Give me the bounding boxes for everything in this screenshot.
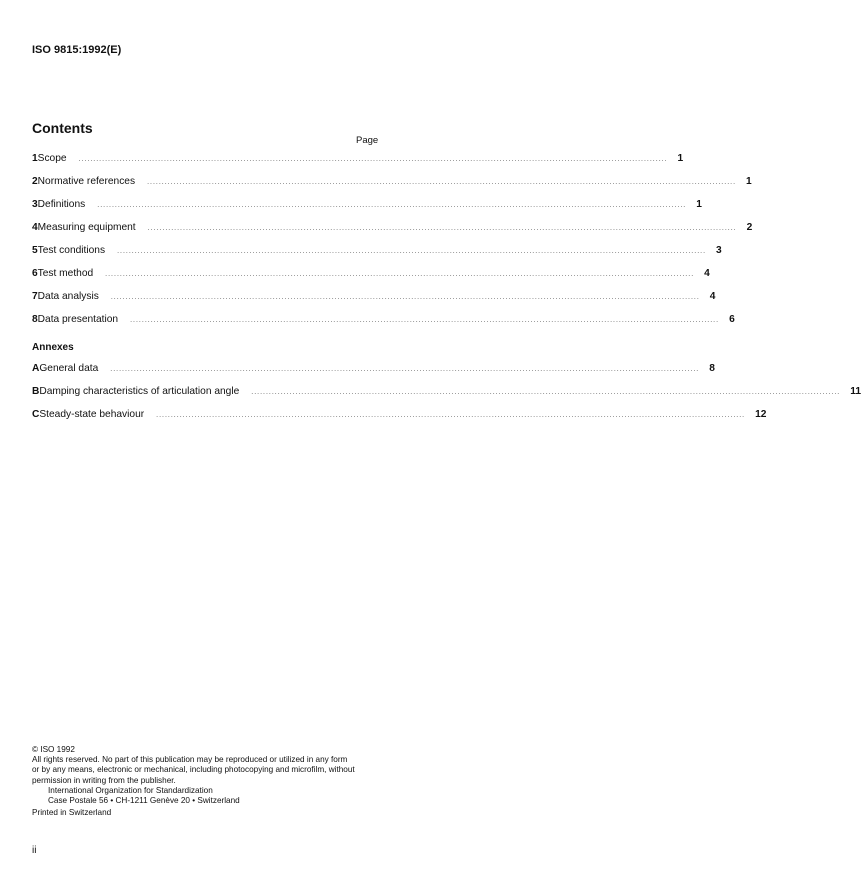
toc-entry-page: 4 <box>709 291 716 302</box>
toc-entry-page: 1 <box>677 153 684 164</box>
toc-entry-label: Scope <box>37 153 67 164</box>
toc-entry-test-method[interactable] <box>32 268 710 291</box>
toc-entry-page: 12 <box>755 409 767 420</box>
toc-entry-label: Data presentation <box>37 314 119 325</box>
toc-entry-data-presentation[interactable] <box>32 314 735 337</box>
leader-dots: ........................................................................................................................................................................................................ <box>147 225 737 232</box>
copyright-line: © ISO 1992 <box>32 745 75 754</box>
toc-entry-page: 8 <box>709 363 715 374</box>
toc-entry-page: 3 <box>716 245 722 256</box>
toc-entry-number: 8 <box>32 314 38 325</box>
toc-entry-page: 2 <box>746 222 753 233</box>
organization-name: International Organization for Standardization <box>48 785 213 795</box>
toc-entry-number: C <box>32 409 40 420</box>
leader-dots: ........................................................................................................................................................................................................ <box>156 412 746 419</box>
leader-dots: ........................................................................................................................................................................................................ <box>147 179 737 186</box>
rights-text: All rights reserved. No part of this publication may be reproduced or utilized in any form <box>32 755 348 765</box>
toc-annex-general-data[interactable] <box>32 363 715 386</box>
document-id: ISO 9815:1992(E) <box>32 44 122 56</box>
page-column-label: Page <box>356 135 379 146</box>
toc-entry-label: Damping characteristics of articulation angle <box>39 386 240 397</box>
toc-entry-label: Definitions <box>37 199 86 210</box>
toc-entry-data-analysis[interactable] <box>32 291 716 314</box>
toc-entry-number: B <box>32 386 40 397</box>
toc-entry-number: 1 <box>32 153 38 164</box>
toc-entry-label: General data <box>39 363 99 374</box>
toc-entry-label: Steady-state behaviour <box>39 409 145 420</box>
toc-entry-number: 5 <box>32 245 38 256</box>
toc-entry-page: 11 <box>850 386 861 397</box>
toc-entry-number: A <box>32 363 40 374</box>
rights-text: or by any means, electronic or mechanical, including photocopying and microfilm, without <box>32 765 355 775</box>
toc-entry-page: 1 <box>746 176 752 187</box>
toc-entry-number: 2 <box>32 176 38 187</box>
toc-entry-number: 3 <box>32 199 38 210</box>
toc-entry-label: Test conditions <box>37 245 106 256</box>
toc-annex-damping-characteristics[interactable] <box>32 386 861 409</box>
toc-entry-label: Test method <box>37 268 94 279</box>
leader-dots: ........................................................................................................................................................................................................ <box>110 366 700 373</box>
toc-entry-normative-references[interactable] <box>32 176 752 199</box>
toc-entry-number: 7 <box>32 291 38 302</box>
copyright-notice <box>32 745 382 818</box>
toc-entry-label: Normative references <box>37 176 136 187</box>
toc-entry-test-conditions[interactable] <box>32 245 722 268</box>
leader-dots: ........................................................................................................................................................................................................ <box>78 156 668 163</box>
toc-entry-scope[interactable] <box>32 153 684 176</box>
leader-dots: ........................................................................................................................................................................................................ <box>117 248 707 255</box>
rights-text: permission in writing from the publisher. <box>32 775 176 785</box>
toc-entry-page: 6 <box>729 314 735 325</box>
toc-entry-number: 4 <box>32 222 38 233</box>
organization-address: Case Postale 56 • CH-1211 Genève 20 • Switzerland <box>48 796 240 806</box>
toc-entry-number: 6 <box>32 268 38 279</box>
page-title: Contents <box>32 120 93 136</box>
toc-entry-label: Data analysis <box>37 291 99 302</box>
leader-dots: ........................................................................................................................................................................................................ <box>130 317 720 324</box>
toc-entry-page: 4 <box>704 268 710 279</box>
toc-entry-label: Measuring equipment <box>37 222 136 233</box>
printed-in: Printed in Switzerland <box>32 808 112 818</box>
leader-dots: ........................................................................................................................................................................................................ <box>105 271 695 278</box>
leader-dots: ........................................................................................................................................................................................................ <box>97 202 687 209</box>
toc-entry-page: 1 <box>696 199 702 210</box>
toc-annex-steady-state[interactable] <box>32 409 767 432</box>
leader-dots: ........................................................................................................................................................................................................ <box>251 389 841 396</box>
leader-dots: ........................................................................................................................................................................................................ <box>110 294 700 301</box>
toc-entry-measuring-equipment[interactable] <box>32 222 753 245</box>
annexes-heading: Annexes <box>32 342 74 353</box>
toc-entry-definitions[interactable] <box>32 199 702 222</box>
table-of-contents <box>32 153 861 432</box>
page-number: ii <box>32 845 37 856</box>
